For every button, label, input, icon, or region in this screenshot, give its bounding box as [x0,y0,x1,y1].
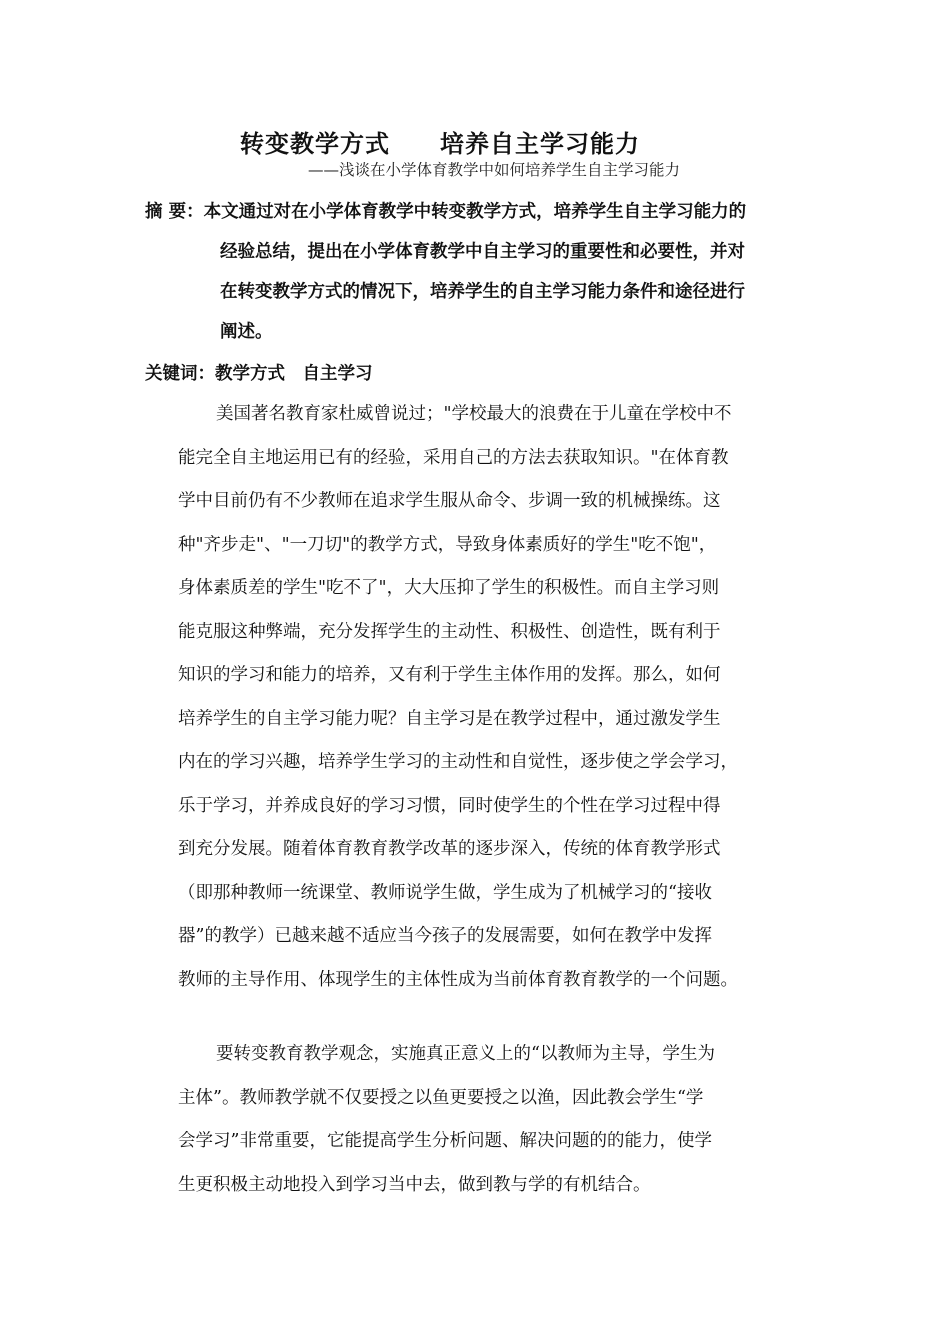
keywords-line: 关键词：教学方式 自主学习 [145,364,373,384]
paragraph-line: 培养学生的自主学习能力呢？自主学习是在教学过程中，通过激发学生 [178,708,721,729]
paragraph-line: 要转变教育教学观念，实施真正意义上的“以教师为主导，学生为 [216,1044,715,1064]
abstract-line: 摘 要：本文通过对在小学体育教学中转变教学方式，培养学生自主学习能力的 [145,202,747,222]
paragraph-line: 教师的主导作用、体现学生的主体性成为当前体育教育教学的一个问题。 [178,969,738,990]
paragraph-line: 知识的学习和能力的培养，又有利于学生主体作用的发挥。那么，如何 [178,665,721,685]
paragraph-line: 器”的教学）已越来越不适应当今孩子的发展需要，如何在教学中发挥 [178,926,712,946]
paragraph-line: 内在的学习兴趣，培养学生学习的主动性和自觉性，逐步使之学会学习， [178,752,738,772]
paragraph-line: 主体”。教师教学就不仅要授之以鱼更要授之以渔，因此教会学生“学 [178,1087,704,1108]
body-paragraph-2 [178,1033,798,1207]
abstract-line: 在转变教学方式的情况下，培养学生的自主学习能力条件和途径进行 [220,282,745,302]
paragraph-line: 身体素质差的学生"吃不了"，大大压抑了学生的积极性。而自主学习则 [178,578,720,598]
document-subtitle: ——浅谈在小学体育教学中如何培养学生自主学习能力 [308,161,681,179]
paragraph-line: 能完全自主地运用已有的经验，采用自己的方法去获取知识。"在体育教 [178,447,729,468]
paragraph-line: （即那种教师一统课堂、教师说学生做，学生成为了机械学习的“接收 [178,882,712,903]
paragraph-line: 会学习”非常重要，它能提高学生分析问题、解决问题的的能力，使学 [178,1131,712,1151]
paragraph-line: 学中目前仍有不少教师在追求学生服从命令、步调一致的机械操练。这 [178,491,721,511]
paragraph-line: 生更积极主动地投入到学习当中去，做到教与学的有机结合。 [178,1174,651,1195]
paragraph-line: 能克服这种弊端，充分发挥学生的主动性、积极性、创造性，既有利于 [178,621,721,642]
body-paragraph-1 [178,393,798,1002]
abstract-section [145,192,810,352]
abstract-line: 经验总结，提出在小学体育教学中自主学习的重要性和必要性，并对 [220,242,745,262]
paragraph-line: 乐于学习，并养成良好的学习习惯，同时使学生的个性在学习过程中得 [178,795,721,816]
document-title: 转变教学方式 培养自主学习能力 [240,129,640,158]
paragraph-line: 种"齐步走"、"一刀切"的教学方式，导致身体素质好的学生"吃不饱"， [178,534,717,555]
abstract-line: 阐述。 [220,322,273,342]
paragraph-line: 美国著名教育家杜威曾说过；"学校最大的浪费在于儿童在学校中不 [216,404,732,424]
paragraph-line: 到充分发展。随着体育教育教学改革的逐步深入，传统的体育教学形式 [178,839,721,859]
